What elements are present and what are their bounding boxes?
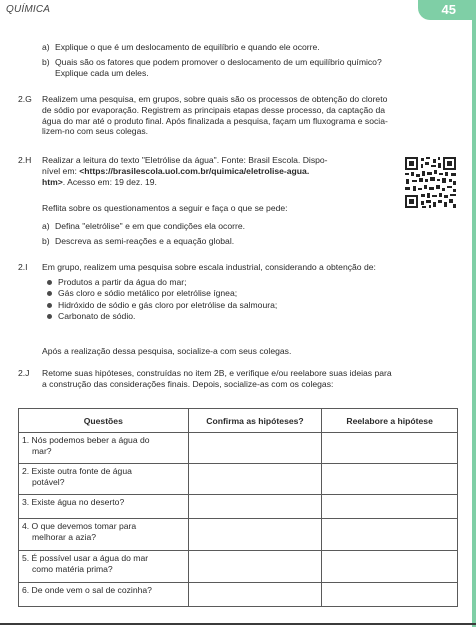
- list-item: [44, 288, 277, 299]
- reelaborate-cell[interactable]: [322, 495, 458, 519]
- confirm-cell[interactable]: [188, 519, 322, 551]
- question-text-line: Retome suas hipóteses, construídas no item 2B, e verifique e/ou reelabore suas ideias para: [42, 368, 392, 378]
- item-letter: b): [42, 236, 50, 246]
- table-row: [19, 551, 458, 583]
- reelaborate-cell[interactable]: [322, 551, 458, 583]
- question-cell-text: 2. Existe outra fonte de água potável?: [22, 466, 132, 487]
- reelaborate-cell[interactable]: [322, 519, 458, 551]
- bullet-icon: [47, 314, 52, 319]
- question-text: nível em:: [42, 165, 80, 176]
- confirm-cell[interactable]: [188, 495, 322, 519]
- item-letter: a): [42, 42, 50, 52]
- list-item-text: Gás cloro e sódio metálico por eletrólise ígnea;: [58, 288, 238, 299]
- question-2i-after: [42, 346, 462, 357]
- question-text-line: Realizar a leitura do texto "Eletrólise da água". Fonte: Brasil Escola. Dispo-: [42, 155, 328, 165]
- question-cell-text: 1. Nós podemos beber a água do mar?: [22, 435, 150, 456]
- confirm-cell[interactable]: [188, 464, 322, 495]
- confirm-cell[interactable]: [188, 583, 322, 607]
- question-cell: [19, 495, 189, 519]
- item-text: Descreva as semi-reações e a equação global.: [55, 236, 235, 246]
- list-item: [44, 300, 277, 311]
- question-text: Após a realização dessa pesquisa, socialize-a com seus colegas.: [42, 346, 292, 356]
- question-cell: [19, 583, 189, 607]
- instruction-text: Reflita sobre os questionamentos a seguir e faça o que se pede:: [42, 203, 288, 213]
- question-cell-text: 5. É possível usar a água do mar como matéria prima?: [22, 553, 149, 574]
- qr-code-icon[interactable]: [404, 156, 457, 209]
- table-header-row: [19, 409, 458, 433]
- question-label: 2.G: [18, 94, 32, 104]
- question-2h: [18, 155, 398, 187]
- question-text: . Acesso em: 19 dez. 19.: [62, 176, 157, 187]
- item-text-line: Explique cada um deles.: [55, 67, 149, 78]
- table-row: [19, 433, 458, 464]
- table-row: [19, 464, 458, 495]
- question-text-line: a construção das considerações finais. Depois, socialize-as com os colegas:: [42, 378, 334, 389]
- question-2h-item-b: [42, 236, 422, 247]
- list-item: [44, 311, 277, 322]
- question-text-line: de sódio por evaporação. Registrem as principais etapas desse processo, da captação da: [42, 104, 385, 115]
- question-cell: [19, 433, 189, 464]
- confirm-cell[interactable]: [188, 551, 322, 583]
- question-cell: [19, 551, 189, 583]
- item-text: Explique o que é um deslocamento de equilíbrio e quando ele ocorre.: [55, 42, 320, 52]
- column-header-confirm: Confirma as hipóteses?: [188, 409, 322, 433]
- bullet-icon: [47, 280, 52, 285]
- question-text-line: lizem-no com seus colegas.: [42, 126, 149, 137]
- item-text-line: Quais são os fatores que podem promover o deslocamento de um equilíbrio químico?: [55, 57, 382, 67]
- list-item-text: Produtos a partir da água do mar;: [58, 277, 187, 287]
- subject-title: QUÍMICA: [6, 4, 51, 15]
- confirm-cell[interactable]: [188, 433, 322, 464]
- page-number: 45: [441, 2, 456, 17]
- table-row: [19, 519, 458, 551]
- page-header: [0, 0, 476, 22]
- item-letter: a): [42, 221, 50, 231]
- list-item-text: Carbonato de sódio.: [58, 311, 136, 322]
- question-2j: [18, 368, 460, 390]
- question-2h-item-a: [42, 221, 422, 232]
- question-2f-item-b: [42, 57, 462, 78]
- bullet-icon: [47, 291, 52, 296]
- reelaborate-cell[interactable]: [322, 464, 458, 495]
- question-cell-text: 3. Existe água no deserto?: [22, 497, 125, 507]
- question-2i-list: [44, 277, 277, 323]
- question-2i: [18, 262, 460, 273]
- question-2h-instruction: [42, 203, 422, 214]
- item-text: Defina "eletrólise" e em que condições ela ocorre.: [55, 221, 246, 231]
- column-header-questions: Questões: [19, 409, 189, 433]
- question-cell: [19, 519, 189, 551]
- table-row: [19, 495, 458, 519]
- question-2g: [18, 94, 460, 137]
- column-header-reelaborate: Reelabore a hipótese: [322, 409, 458, 433]
- list-item-text: Hidróxido de sódio e gás cloro por eletrólise da salmoura;: [58, 299, 278, 310]
- question-cell-text: 6. De onde vem o sal de cozinha?: [22, 585, 152, 595]
- page-bottom-rule: [0, 623, 476, 625]
- question-2f-item-a: [42, 42, 462, 53]
- bullet-icon: [47, 303, 52, 308]
- side-accent-bar: [472, 20, 476, 627]
- source-link[interactable]: <https://brasilescola.uol.com.br/quimica/eletrolise-agua.: [79, 165, 310, 176]
- question-cell-text: 4. O que devemos tomar para melhorar a azia?: [22, 521, 137, 542]
- hypotheses-table: [18, 408, 458, 607]
- question-text-line: Realizem uma pesquisa, em grupos, sobre quais são os processos de obtenção do cloreto: [42, 94, 388, 104]
- question-label: 2.H: [18, 155, 32, 165]
- table-row: [19, 583, 458, 607]
- reelaborate-cell[interactable]: [322, 433, 458, 464]
- reelaborate-cell[interactable]: [322, 583, 458, 607]
- question-cell: [19, 464, 189, 495]
- question-label: 2.I: [18, 262, 28, 272]
- question-label: 2.J: [18, 368, 30, 378]
- list-item: [44, 277, 277, 288]
- question-text: Em grupo, realizem uma pesquisa sobre escala industrial, considerando a obtenção de:: [42, 262, 376, 272]
- question-text-line: água do mar até o produto final. Após finalizada a pesquisa, façam um fluxograma e socia-: [42, 115, 388, 126]
- item-letter: b): [42, 57, 50, 67]
- source-link-end[interactable]: htm>: [42, 176, 63, 187]
